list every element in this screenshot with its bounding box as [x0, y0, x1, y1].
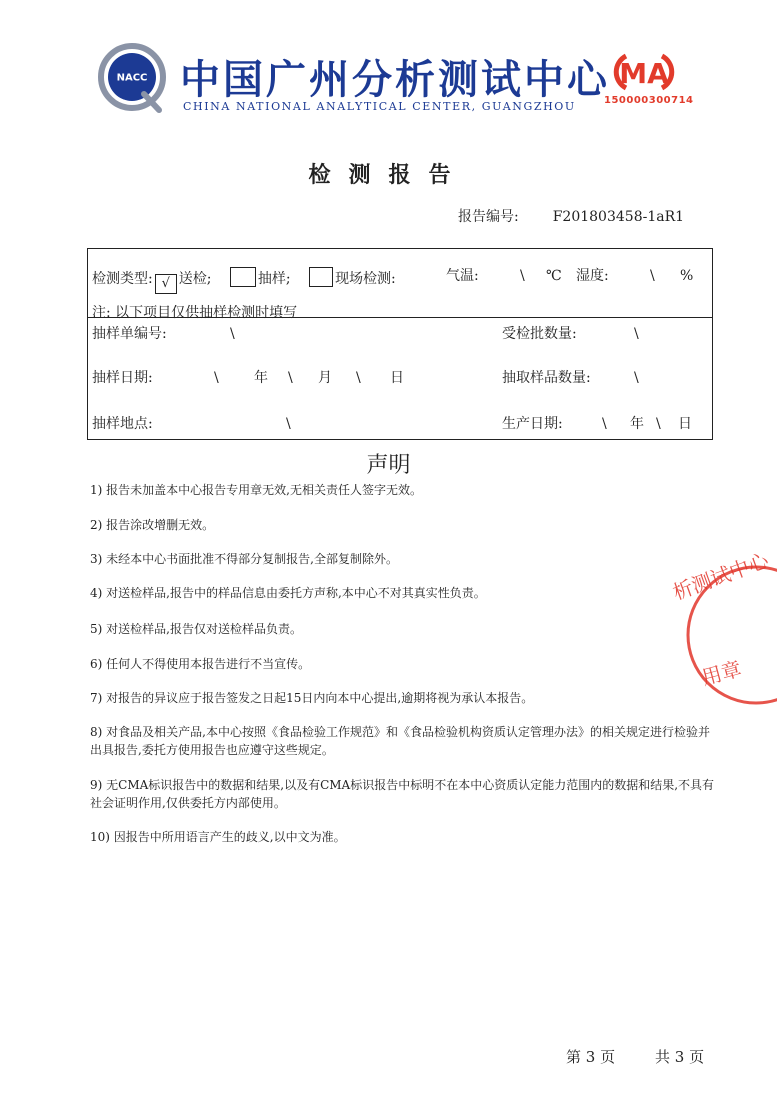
declaration-item: 5) 对送检样品,报告仅对送检样品负责。 — [90, 622, 302, 636]
sample-no-value: \ — [230, 326, 235, 342]
sampling-date-year-unit: 年 — [254, 370, 268, 386]
sampling-location-label: 抽样地点: — [92, 416, 153, 432]
logo-text: NACC — [116, 72, 148, 84]
draw-qty-label: 抽取样品数量: — [502, 370, 591, 386]
temperature-unit: ℃ — [546, 268, 562, 284]
info-table — [87, 248, 713, 440]
batch-qty-value: \ — [634, 326, 639, 342]
production-date-month-value: \ — [656, 416, 661, 432]
declaration-item: 2) 报告涂改增删无效。 — [90, 518, 215, 532]
sampling-label: 抽样; — [257, 271, 291, 287]
declaration-item: 6) 任何人不得使用本报告进行不当宣传。 — [90, 657, 311, 671]
report-number-label: 报告编号: — [458, 209, 519, 225]
draw-qty-value: \ — [634, 370, 639, 386]
temperature-value: \ — [520, 268, 525, 284]
report-number — [458, 206, 684, 226]
declaration-title: 声明 — [366, 453, 411, 478]
sampling-date-day-unit: 日 — [390, 370, 404, 386]
svg-text:用章: 用章 — [699, 656, 744, 690]
production-date-year-unit: 年 — [630, 416, 644, 432]
send-label: 送检; — [178, 271, 212, 287]
nacc-logo — [97, 42, 167, 112]
humidity-label: 湿度: — [576, 268, 609, 284]
declaration-item: 9) 无CMA标识报告中的数据和结果,以及有CMA标识报告中标明不在本中心资质认定能力范围内的数据和结果,不具有社会证明作用,仅供委托方内部使用。 — [90, 778, 715, 810]
send-checkbox[interactable]: √ — [155, 274, 177, 294]
sampling-date-year-value: \ — [214, 370, 219, 386]
cma-logo — [604, 52, 684, 92]
document-title: 检测报告 — [308, 162, 469, 188]
declaration-item: 8) 对食品及相关产品,本中心按照《食品检验工作规范》和《食品检验机构资质认定管理办法》的相关规定进行检验并出具报告,委托方使用报告也应遵守这些规定。 — [90, 725, 710, 757]
humidity-unit: % — [680, 268, 694, 284]
sampling-date-label: 抽样日期: — [92, 370, 153, 386]
declaration-item: 3) 未经本中心书面批准不得部分复制报告,全部复制除外。 — [90, 552, 398, 566]
page-number: 第 3 页 — [566, 1048, 616, 1066]
sampling-checkbox[interactable] — [230, 267, 256, 287]
sampling-date-month-value: \ — [288, 370, 293, 386]
sampling-date-month-unit: 月 — [318, 370, 332, 386]
total-pages: 共 3 页 — [655, 1048, 705, 1066]
batch-qty-label: 受检批数量: — [502, 326, 577, 342]
sampling-note: 注: 以下项目仅供抽样检测时填写 — [92, 305, 298, 321]
inspection-type-label: 检测类型: — [92, 271, 153, 287]
cma-logo-text: MA — [619, 57, 669, 90]
svg-text:析测试中心: 析测试中心 — [669, 547, 772, 605]
sampling-date-day-value: \ — [356, 370, 361, 386]
declaration-item: 1) 报告未加盖本中心报告专用章无效,无相关责任人签字无效。 — [90, 483, 422, 497]
temperature-label: 气温: — [446, 268, 479, 284]
org-name-en: CHINA NATIONAL ANALYTICAL CENTER, GUANGZHOU — [183, 100, 576, 113]
sampling-location-value: \ — [286, 416, 291, 432]
org-name-cn: 中国广州分析测试中心 — [180, 57, 610, 103]
production-date-year-value: \ — [602, 416, 607, 432]
production-date-day-unit: 日 — [678, 416, 692, 432]
cma-number: 150000300714 — [604, 95, 694, 106]
sample-no-label: 抽样单编号: — [92, 326, 167, 342]
official-seal — [646, 547, 772, 710]
report-number-value: F201803458-1aR1 — [552, 209, 685, 225]
declaration-item: 10) 因报告中所用语言产生的歧义,以中文为准。 — [90, 830, 346, 844]
onsite-label: 现场检测: — [335, 271, 396, 287]
declaration-item: 7) 对报告的异议应于报告签发之日起15日内向本中心提出,逾期将视为承认本报告。 — [90, 691, 534, 705]
humidity-value: \ — [650, 268, 655, 284]
declaration-item: 4) 对送检样品,报告中的样品信息由委托方声称,本中心不对其真实性负责。 — [90, 586, 486, 600]
inspection-type-row — [92, 267, 396, 294]
production-date-label: 生产日期: — [502, 416, 563, 432]
onsite-checkbox[interactable] — [309, 267, 333, 287]
